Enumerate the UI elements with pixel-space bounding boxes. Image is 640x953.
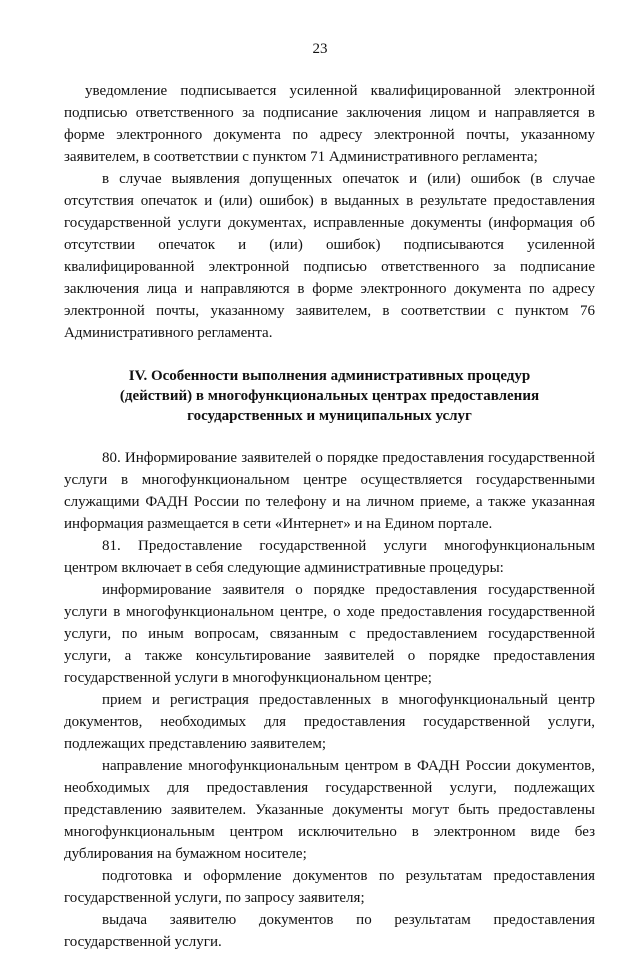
paragraph-item-80: 80. Информирование заявителей о порядке предоставления государственной услуги в многофункциональном центре осуществляется государственными служащими ФАДН России по телефону и на личном приеме, а также указанная информация размещается в сети «Интернет» и на Едином портале. [64, 450, 595, 532]
section-heading-line: государственных и муниципальных услуг [187, 408, 472, 424]
paragraph-procedure-issuance: выдача заявителю документов по результатам предоставления государственной услуги. [64, 912, 595, 950]
section-heading-line: IV. Особенности выполнения административных процедур [128, 368, 531, 384]
paragraph-item-81: 81. Предоставление государственной услуги многофункциональным центром включает в себя следующие административные процедуры: [64, 538, 595, 576]
document-body [64, 80, 595, 953]
page-number: 23 [312, 41, 328, 57]
section-heading [64, 366, 595, 426]
section-heading-line: (действий) в многофункциональных центрах предоставления [119, 388, 540, 404]
paragraph-procedure-reception: прием и регистрация предоставленных в многофункциональный центр документов, необходимых для предоставления государственной услуги, подлежащих представлению заявителем; [64, 692, 595, 752]
paragraph-notification-signing: уведомление подписывается усиленной квалифицированной электронной подписью ответственного за подписание заключения лицом и направляется в форме электронного документа по адресу электронной почты, указанному заявителем, в соответствии с пунктом 71 Административного регламента; [64, 83, 595, 165]
paragraph-procedure-forwarding: направление многофункциональным центром в ФАДН России документов, необходимых для предоставления государственной услуги, подлежащих представлению заявителем. Указанные документы могут быть предоставлены многофункциональным центром исключительно в электронном виде без дублирования на бумажном носителе; [64, 758, 595, 862]
paragraph-procedure-preparation: подготовка и оформление документов по результатам предоставления государственной услуги, по запросу заявителя; [64, 868, 595, 906]
paragraph-procedure-informing: информирование заявителя о порядке предоставления государственной услуги в многофункциональном центре, о ходе предоставления государственной услуги, по иным вопросам, связанным с предоставлением государственной услуги, а также консультирование заявителей о порядке предоставления государственной услуги в многофункциональном центре; [64, 582, 595, 686]
paragraph-corrected-documents: в случае выявления допущенных опечаток и (или) ошибок (в случае отсутствия опечаток и (или) ошибок) в выданных в результате предоставления государственной услуги документах, исправленные документы (информация об отсутствии опечаток и (или) ошибок) подписываются усиленной квалифицированной электронной подписью ответственного за подписание заключения лица и направляются в форме электронного документа по адресу электронной почты, указанному заявителем, в соответствии с пунктом 76 Административного регламента. [64, 171, 595, 341]
